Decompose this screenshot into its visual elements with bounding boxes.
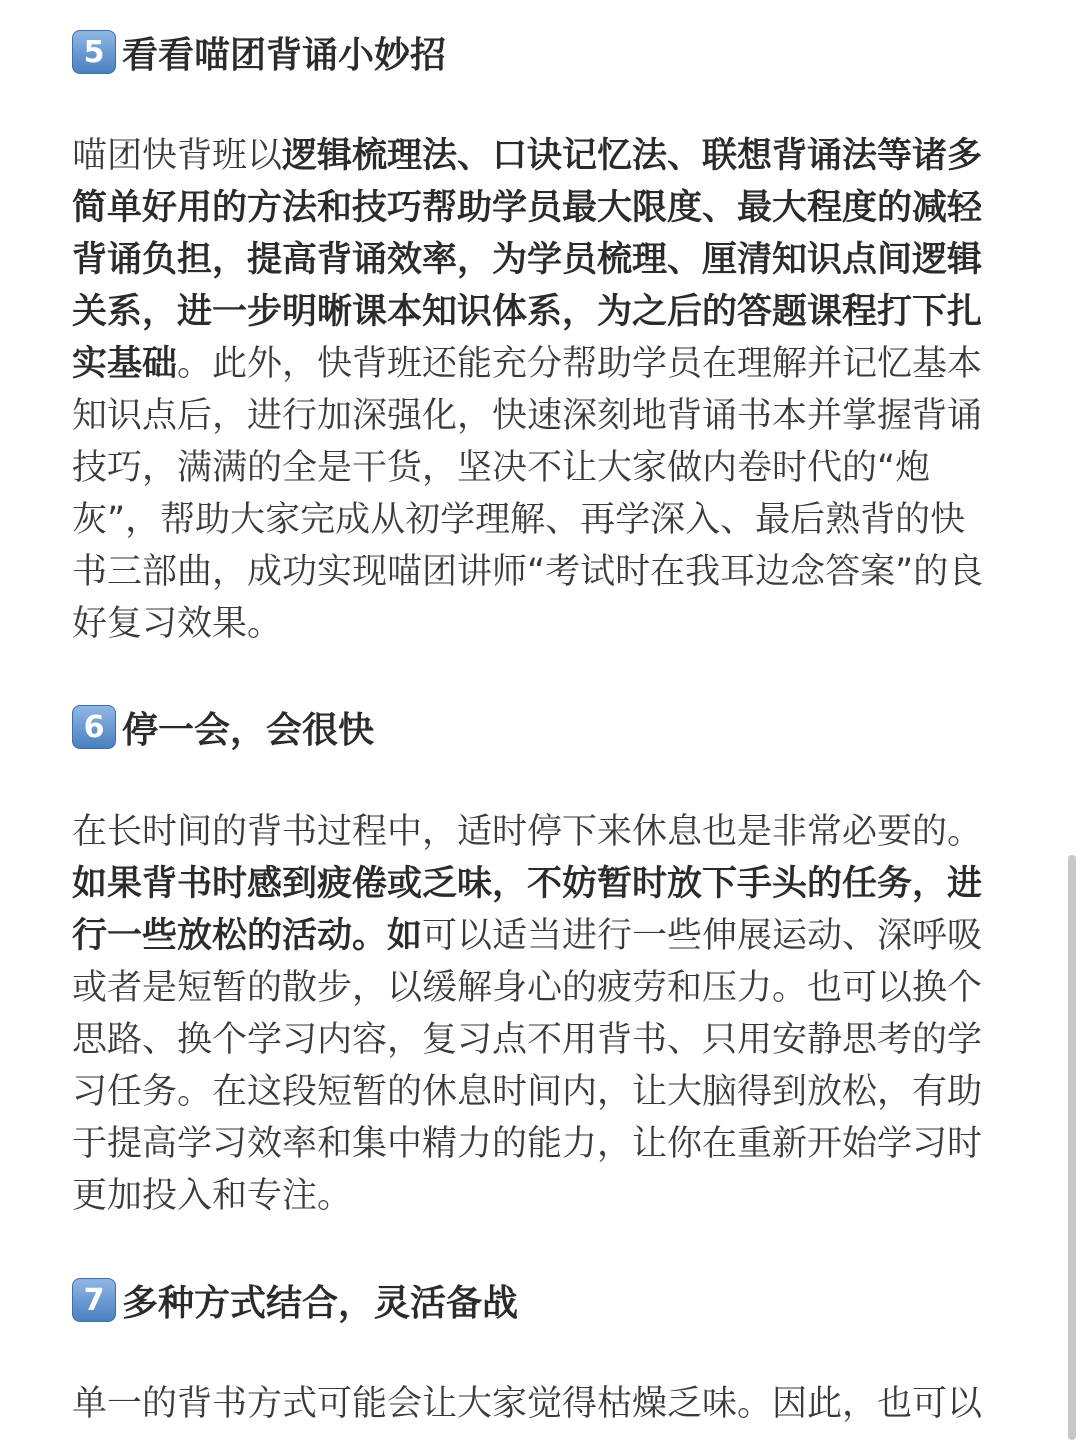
text-line: 行一些放松的活动。如可以适当进行一些伸展运动、深呼吸 (72, 916, 983, 956)
section-body-5 (72, 130, 1008, 650)
text-line: 于提高学习效率和集中精力的能力，让你在重新开始学习时 (72, 1124, 983, 1164)
section-heading-5 (72, 28, 446, 76)
section-heading-7 (72, 1276, 518, 1324)
keycap-6-icon: 6 (72, 705, 116, 749)
section-title-7: 多种方式结合，灵活备战 (122, 1282, 519, 1324)
text-line: 技巧，满满的全是干货，坚决不让大家做内卷时代的“炮 (72, 448, 931, 488)
scrollbar[interactable] (1068, 855, 1076, 1440)
text-line: 关系，进一步明晰课本知识体系，为之后的答题课程打下扎 (72, 292, 983, 332)
section-heading-6 (72, 703, 374, 751)
section-body-7 (72, 1378, 1008, 1430)
text-line: 好复习效果。 (72, 604, 283, 644)
text-line: 在长时间的背书过程中，适时停下来休息也是非常必要的。 (72, 812, 983, 852)
text-line: 书三部曲，成功实现喵团讲师“考试时在我耳边念答案”的良 (72, 552, 984, 592)
text-line: 背诵负担，提高背诵效率，为学员梳理、厘清知识点间逻辑 (72, 240, 983, 280)
text-line: 灰”，帮助大家完成从初学理解、再学深入、最后熟背的快 (72, 500, 966, 540)
keycap-5-icon: 5 (72, 30, 116, 74)
text-line: 实基础。此外，快背班还能充分帮助学员在理解并记忆基本 (72, 344, 983, 384)
section-body-6 (72, 806, 1008, 1222)
text-line: 思路、换个学习内容，复习点不用背书、只用安静思考的学 (72, 1020, 983, 1060)
text-line: 简单好用的方法和技巧帮助学员最大限度、最大程度的减轻 (72, 188, 983, 228)
text-line: 知识点后，进行加深强化，快速深刻地背诵书本并掌握背诵 (72, 396, 983, 436)
text-line: 更加投入和专注。 (72, 1176, 353, 1216)
text-line: 如果背书时感到疲倦或乏味，不妨暂时放下手头的任务，进 (72, 864, 983, 904)
section-title-5: 看看喵团背诵小妙招 (122, 34, 447, 76)
keycap-7-icon: 7 (72, 1278, 116, 1322)
section-title-6: 停一会，会很快 (122, 709, 375, 751)
text-line: 习任务。在这段短暂的休息时间内，让大脑得到放松，有助 (72, 1072, 983, 1112)
text-line: 单一的背书方式可能会让大家觉得枯燥乏味。因此，也可以 (72, 1384, 983, 1424)
text-line: 喵团快背班以逻辑梳理法、口诀记忆法、联想背诵法等诸多 (72, 136, 983, 176)
text-line: 或者是短暂的散步，以缓解身心的疲劳和压力。也可以换个 (72, 968, 983, 1008)
